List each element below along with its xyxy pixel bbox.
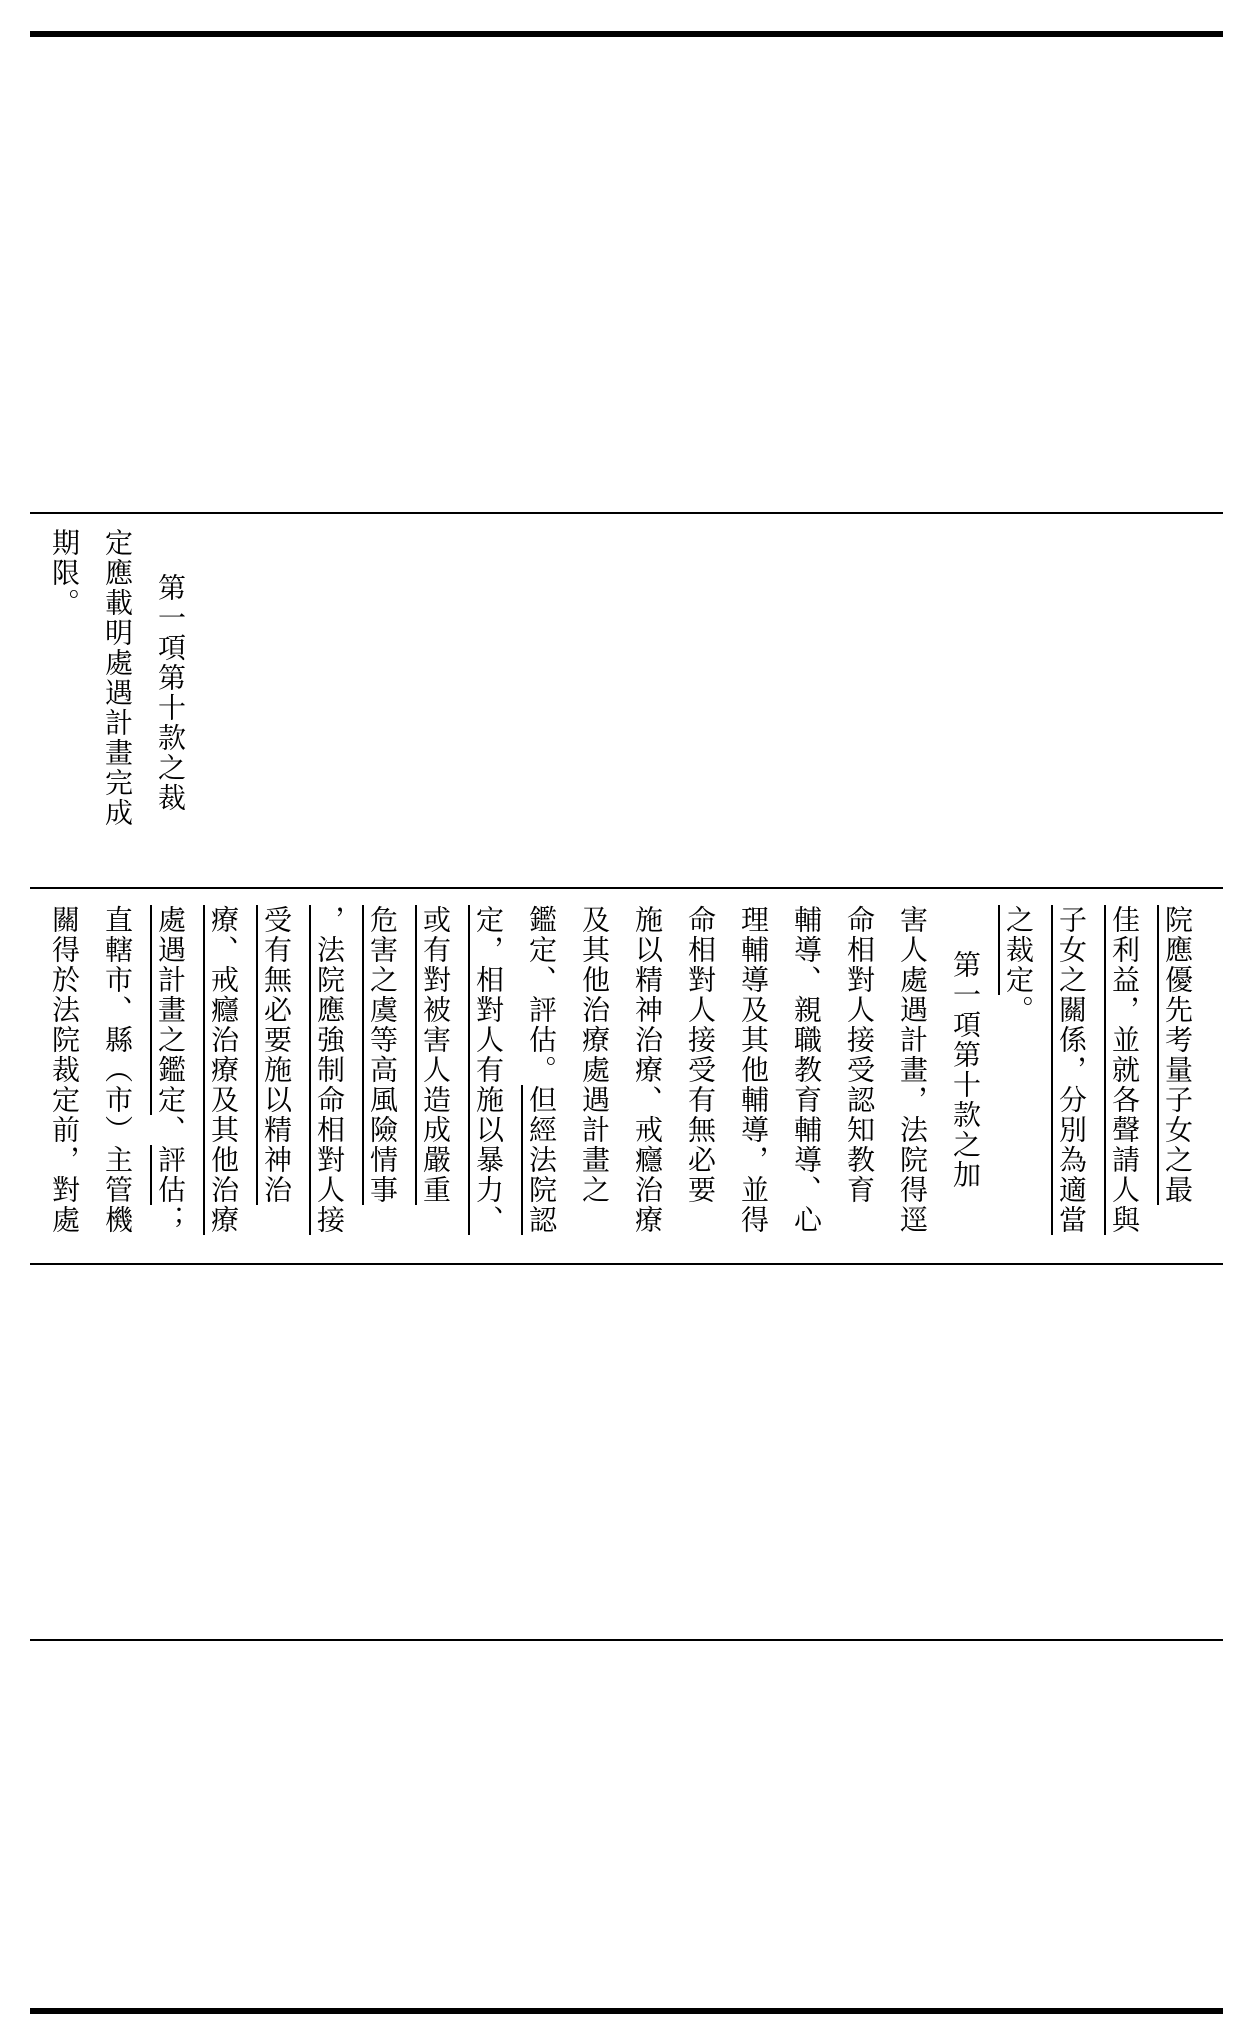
text-segment: ； (154, 1205, 187, 1235)
amended-text: 但經法院認 (525, 1085, 558, 1235)
text-line (250, 905, 303, 1235)
text-segment: 鑑定、評估。 (525, 905, 558, 1085)
text-line (886, 905, 939, 1235)
amended-text: 評估 (154, 1145, 187, 1205)
text-line (409, 905, 462, 1235)
text-segment: 第一項第十款之加 (949, 949, 982, 1190)
amended-text: 之裁定 (1002, 905, 1035, 995)
text-line (197, 905, 250, 1235)
table-row-divider (30, 887, 1223, 889)
text-segment: 。 (1002, 995, 1035, 1025)
text-line (674, 905, 727, 1235)
bottom-border (30, 2008, 1223, 2014)
text-line (992, 905, 1045, 1235)
text-line: 第一項第十款之裁 (154, 572, 187, 813)
top-border (30, 31, 1223, 37)
text-line (568, 905, 621, 1235)
text-line (303, 905, 356, 1235)
text-line: 定應載明處遇計畫完成 (101, 528, 134, 828)
text-segment: 命相對人接受有無必要 (684, 905, 717, 1205)
text-segment: 輔導、親職教育輔導、心 (790, 905, 823, 1235)
text-line (1098, 905, 1151, 1235)
text-line (462, 905, 515, 1235)
text-line (38, 905, 91, 1235)
text-segment: 直轄市、縣（市）主管機 (101, 905, 134, 1235)
text-line (780, 905, 833, 1235)
table-row-divider (30, 1263, 1223, 1265)
table-row-divider (30, 1639, 1223, 1641)
text-segment: 施以精神治療、戒癮治療 (631, 905, 664, 1235)
text-line (356, 905, 409, 1235)
amended-text: 危害之虞等高風險情事 (366, 905, 399, 1205)
amended-text: 處遇計畫之鑑定 (154, 905, 187, 1115)
text-line (515, 905, 568, 1235)
text-line (1045, 905, 1098, 1235)
amended-text: 受有無必要施以精神治 (260, 905, 293, 1205)
amended-text: 療、戒癮治療及其他治療 (207, 905, 240, 1235)
amended-text: 院應優先考量子女之最 (1161, 905, 1194, 1205)
text-segment: 關得於法院裁定前，對處 (48, 905, 81, 1235)
lower-table-cell (38, 905, 1204, 1235)
text-segment: 命相對人接受認知教育 (843, 905, 876, 1205)
text-line (939, 905, 992, 1235)
text-line (833, 905, 886, 1235)
text-line (91, 905, 144, 1235)
amended-text: 佳利益，並就各聲請人與 (1108, 905, 1141, 1235)
text-line (727, 905, 780, 1235)
amended-text: ，法院應強制命相對人接 (313, 905, 346, 1235)
text-segment: 及其他治療處遇計畫之 (578, 905, 611, 1205)
text-segment: 理輔導及其他輔導，並得 (737, 905, 770, 1235)
text-line: 期限。 (48, 528, 81, 618)
text-segment: 、 (154, 1115, 187, 1145)
text-line (144, 905, 197, 1235)
amended-text: 子女之關係，分別為適當 (1055, 905, 1088, 1235)
amended-text: 定，相對人有施以暴力、 (472, 905, 505, 1235)
amended-text: 或有對被害人造成嚴重 (419, 905, 452, 1205)
upper-table-cell (38, 528, 197, 828)
text-line (1151, 905, 1204, 1235)
table-row-divider (30, 512, 1223, 514)
text-segment: 害人處遇計畫，法院得逕 (896, 905, 929, 1235)
text-line (621, 905, 674, 1235)
